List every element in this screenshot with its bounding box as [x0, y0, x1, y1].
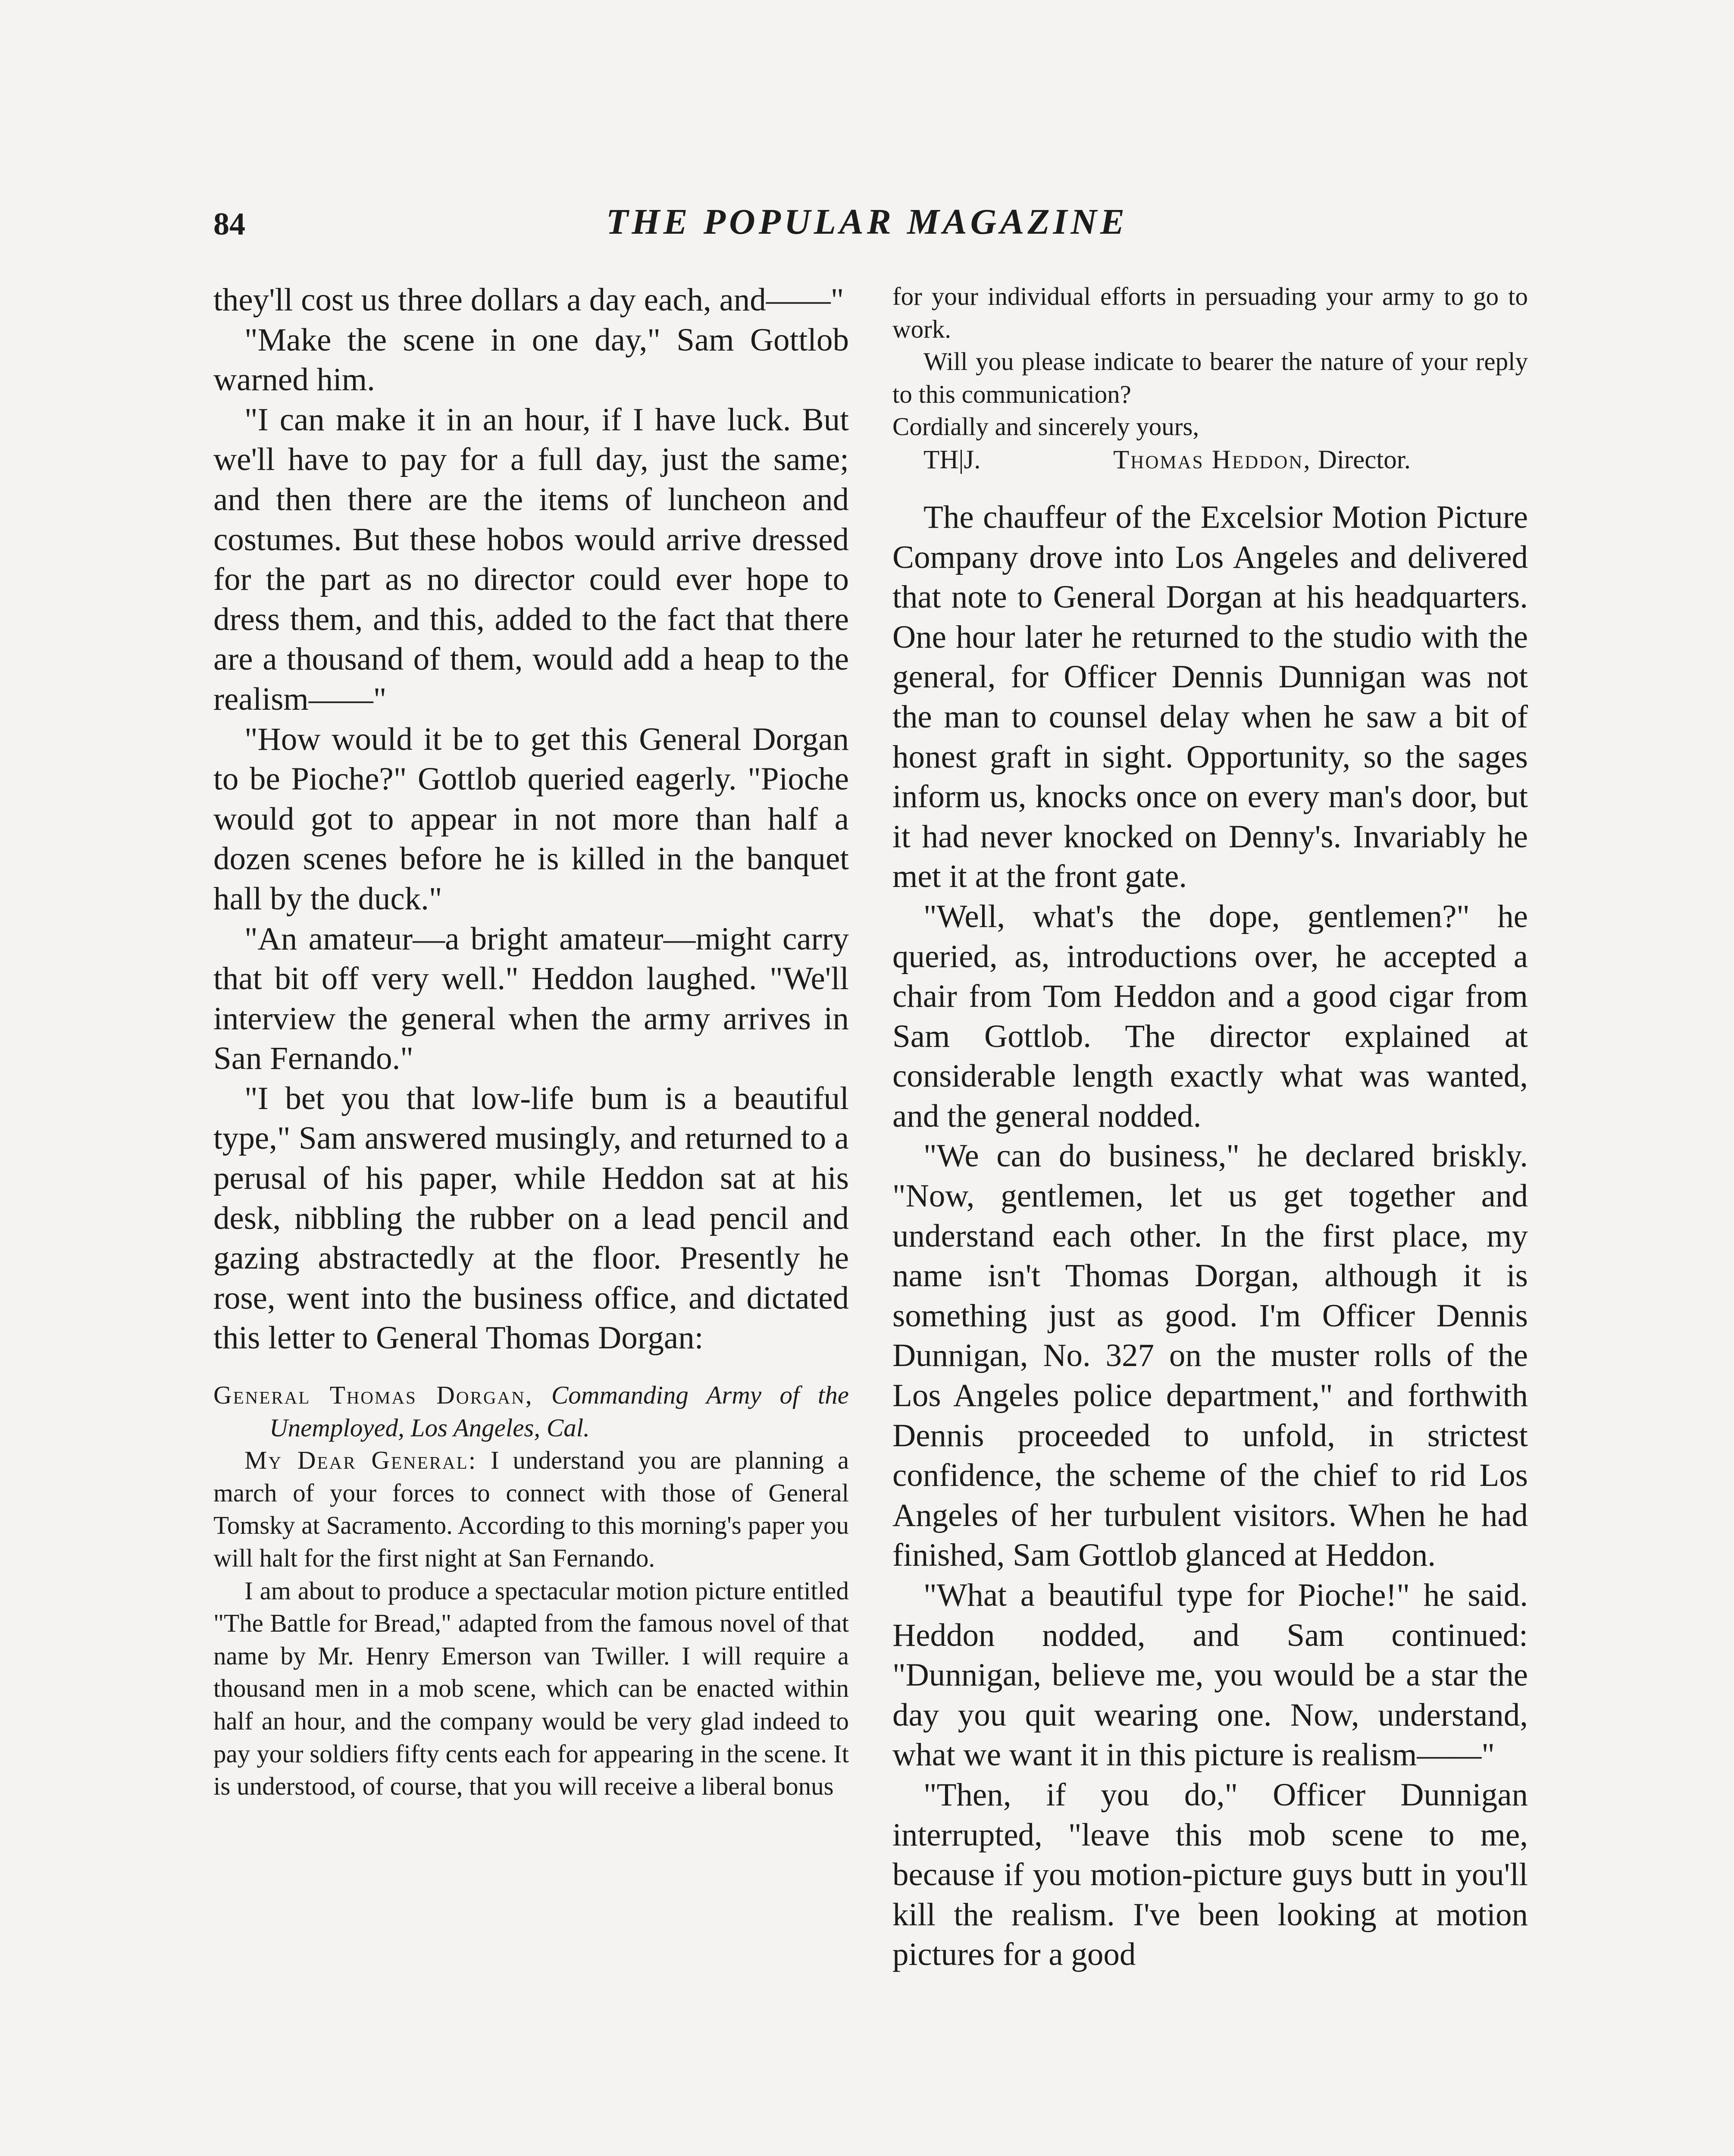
page-number: 84: [213, 207, 245, 242]
left-column: [213, 280, 849, 1803]
running-head: THE POPULAR MAGAZINE: [606, 202, 1128, 242]
paragraph: The chauffeur of the Excelsior Motion Picture Company drove into Los Angeles and delivered that note to General Dorgan at his headquarters. One hour later he returned to the studio with the general, for Officer Dennis Dunnigan was not the man to counsel delay when he saw a bit of honest graft in sight. Opportunity, so the sages inform us, knocks once on every man's door, but it had never knocked on Denny's. Invariably he met it at the front gate.: [892, 499, 1528, 895]
letter-closing: Cordially and sincerely yours,: [892, 412, 1199, 441]
paragraph: "Make the scene in one day," Sam Gottlob warned him.: [213, 322, 849, 398]
paragraph: "Well, what's the dope, gentlemen?" he queried, as, introductions over, he accepted a chair from Tom Heddon and a good cigar from Sam Gottlob. The director explained at considerable length exactly what was wanted, and the general nodded.: [892, 898, 1528, 1134]
paragraph: "I bet you that low-life bum is a beautiful type," Sam answered musingly, and returned to a perusal of his paper, while Heddon sat at his desk, nibbling the rubber on a lead pencil and gazing abstractedly at the floor. Presently he rose, went into the business office, and dictated this letter to General Thomas Dorgan:: [213, 1080, 849, 1356]
letter-paragraph: Will you please indicate to bearer the nature of your reply to this communication?: [892, 347, 1528, 408]
signer: [1113, 443, 1411, 477]
paragraph: "An amateur—a bright amateur—might carry that bit off very well." Heddon laughed. "We'll interview the general when the army arrives in San Fernando.": [213, 921, 849, 1077]
paragraph: "How would it be to get this General Dorgan to be Pioche?" Gottlob queried eagerly. "Pioche would got to appear in not more than half a dozen scenes before he is killed in the banquet hall by the duck.": [213, 721, 849, 917]
paragraph: "Then, if you do," Officer Dunnigan interrupted, "leave this mob scene to me, because if you motion-picture guys butt in you'll kill the realism. I've been looking at motion pictures for a good: [892, 1777, 1528, 1973]
letter-paragraph: for your individual efforts in persuading your army to go to work.: [892, 282, 1528, 343]
spacer: [892, 477, 1528, 498]
letter-salutation: My Dear General:: [244, 1446, 477, 1475]
paragraph: "I can make it in an hour, if I have luck. But we'll have to pay for a full day, just the same; and then there are the items of luncheon and costumes. But these hobos would arrive dressed for the part as no director could ever hope to dress them, and this, added to the fact that there are a thousand of them, would add a heap to the realism——": [213, 401, 849, 717]
letter-body: I understand you are planning a march of your forces to connect with those of General Tomsky at Sacramento. According to this morning's paper you will halt for the first night at San Fernando.: [213, 1446, 849, 1572]
signer-title: Director.: [1318, 445, 1411, 474]
right-column: [892, 280, 1528, 1975]
letter-paragraph: [213, 1444, 849, 1574]
letter-address-block: [213, 1379, 849, 1444]
letter-addressee: [213, 1379, 849, 1444]
paragraph: they'll cost us three dollars a day each, and——": [213, 282, 844, 318]
addressee-detail: Commanding Army of the Unemployed, Los Angeles, Cal.: [269, 1381, 849, 1442]
letter-paragraph: I am about to produce a spectacular motion picture entitled "The Battle for Bread," adapted from the famous novel of that name by Mr. Henry Emerson van Twiller. I will require a thousand men in a mob scene, which can be enacted within half an hour, and the company would be very glad indeed to pay your soldiers fifty cents each for appearing in the scene. It is understood, of course, that you will receive a liberal bonus: [213, 1576, 849, 1801]
signer-name: Thomas Heddon,: [1113, 445, 1311, 474]
addressee-name: General Thomas Dorgan,: [213, 1381, 533, 1410]
letter-signature: [892, 443, 1528, 477]
letter-initials: TH|J.: [923, 445, 981, 474]
paragraph: "What a beautiful type for Pioche!" he said. Heddon nodded, and Sam continued: "Dunnigan, believe me, you would be a star the day you quit wearing one. Now, understand, what we want it in this picture is realism——": [892, 1577, 1528, 1773]
paragraph: "We can do business," he declared briskly. "Now, gentlemen, let us get together and understand each other. In the first place, my name isn't Thomas Dorgan, although it is something just as good. I'm Officer Dennis Dunnigan, No. 327 on the muster rolls of the Los Angeles police department," and forthwith Dennis proceeded to unfold, in strictest confidence, the scheme of the chief to rid Los Angeles of her turbulent visitors. When he had finished, Sam Gottlob glanced at Heddon.: [892, 1138, 1528, 1573]
